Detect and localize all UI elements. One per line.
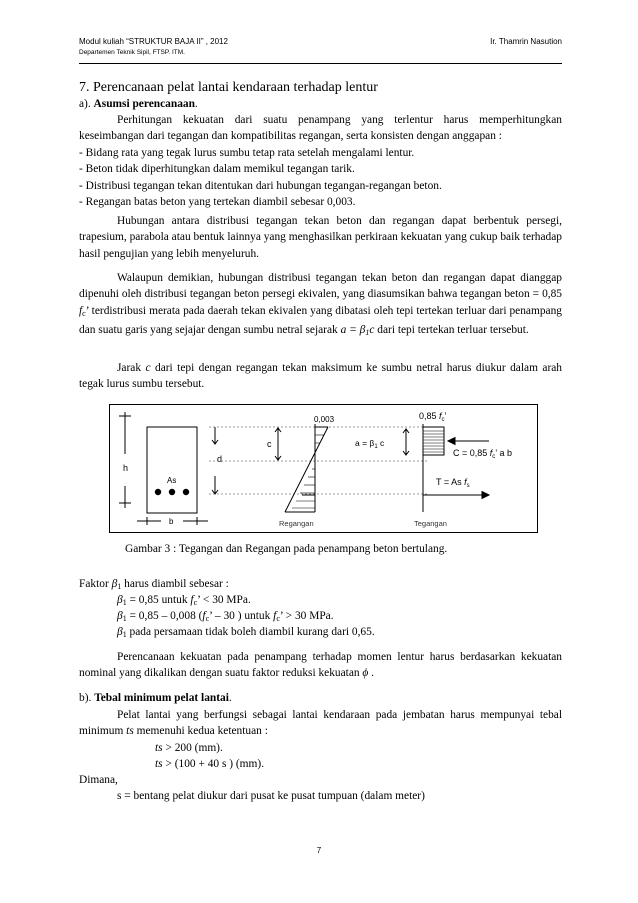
subsection-a: a). Asumsi perencanaan. <box>79 98 198 110</box>
a-dimension <box>403 429 409 455</box>
page-number: 7 <box>316 846 322 855</box>
d-label: d <box>217 454 223 464</box>
a-label: $a = \beta_1$ c <box>355 438 385 450</box>
bullet-item: - Regangan batas beton yang tertekan diambil sebesar 0,003. <box>79 196 356 209</box>
factor-intro: Faktor $\beta_1$ harus diambil sebesar : <box>79 578 229 591</box>
guide-lines <box>209 427 429 494</box>
strain-hatch <box>292 435 324 508</box>
section-title: 7. Perencanaan pelat lantai kendaraan terhadap lentur <box>79 80 378 95</box>
tension-label: T = As $f_s$ <box>436 477 470 489</box>
header-rule <box>79 63 562 64</box>
para-b1: Pelat lantai yang berfungsi sebagai lantai kendaraan pada jembatan harus mempunyai tebal minimum ts memenuhi kedua ketentuan : <box>79 709 562 738</box>
header-module: Modul kuliah “STRUKTUR BAJA II” , 2012 <box>79 37 228 46</box>
bullet-item: - Bidang rata yang tegak lurus sumbu tetap rata setelah mengalami lentur. <box>79 147 415 159</box>
compression-arrow <box>448 438 489 445</box>
beam-section <box>147 427 197 513</box>
para-phi: Perencanaan kekuatan pada penampang terhadap momen lentur harus berdasarkan kekuatan nominal yang dikalikan dengan suatu faktor reduksi kekuatan ϕ . <box>79 651 562 680</box>
s-definition: s = bentang pelat diukur dari pusat ke pusat tumpuan (dalam meter) <box>117 790 425 802</box>
h-label: h <box>123 463 129 473</box>
subsection-b: b). Tebal minimum pelat lantai. <box>79 692 232 704</box>
h-dimension <box>119 412 131 508</box>
stress-top-label: 0,85 $f_c$’ <box>419 411 447 423</box>
strain-top-label: 0,003 <box>314 415 335 424</box>
as-label: As <box>167 476 177 485</box>
c-dimension <box>275 428 281 460</box>
bullet-item: - Beton tidak diperhitungkan dalam memikul tegangan tarik. <box>79 163 355 176</box>
regangan-label: Regangan <box>279 519 314 528</box>
bullet-item: - Distribusi tegangan tekan ditentukan dari hubungan tegangan-regangan beton. <box>79 179 442 192</box>
bullet-list <box>79 145 562 211</box>
dimana-label: Dimana, <box>79 774 118 786</box>
condition-2: ts > (100 + 40 s ) (mm). <box>155 758 265 770</box>
b-label: b <box>169 517 174 526</box>
para-a1: Perhitungan kekuatan dari suatu penampang yang terlentur harus memperhitungkan keseimbangan dari tegangan dan kompatibilitas regangan, serta konsisten dengan anggapan : <box>79 114 562 143</box>
header-department: Departemen Teknik Sipil, FTSP. ITM. <box>79 49 185 56</box>
stress-strain-figure <box>109 404 538 533</box>
page-header <box>79 37 562 58</box>
tension-arrow <box>423 492 489 499</box>
factor-line-1: $\beta_1 = 0,85$ untuk $f_c$’ < 30 MPa. <box>117 594 251 607</box>
factor-line-3: $\beta_1$ pada persamaan tidak boleh diambil kurang dari 0,65. <box>117 626 375 639</box>
strain-diagram <box>285 424 328 512</box>
factor-line-2: $\beta_1 = 0,85 - 0,008$ ($f_c$’ – 30 ) untuk $f_c$’ > 30 MPa. <box>117 610 334 623</box>
compression-label: C = 0,85 $f_c$’ a b <box>453 448 512 460</box>
para-a3: Walaupun demikian, hubungan distribusi tegangan tekan beton dan regangan dapat dianggap dipenuhi oleh distribusi tegangan beton persegi ekivalen, yang diasumsikan bahwa tegangan beton = 0,85 $f_c$’ terdistribusi merata pada daerah tekan ekivalen yang dibatasi oleh tepi tertekan terluar dari penampang dan suatu garis yang sejajar dengan sumbu netral sejarak $a = \beta_1c$ dari tepi tertekan terluar tersebut. <box>79 272 562 338</box>
para-a2: Hubungan antara distribusi tegangan tekan beton dan regangan dapat berbentuk persegi, trapesium, parabola atau bentuk lainnya yang menghasilkan perkiraan kekuatan yang cukup baik terhadap hasil pengujian yang lebih menyeluruh. <box>79 215 562 260</box>
rebar-dots <box>155 489 189 495</box>
header-author: Ir. Thamrin Nasution <box>490 37 562 46</box>
figure-caption: Gambar 3 : Tegangan dan Regangan pada penampang beton bertulang. <box>125 543 448 555</box>
tegangan-label: Tegangan <box>414 519 447 528</box>
condition-1: ts > 200 (mm). <box>155 742 223 754</box>
para-a4: Jarak c dari tepi dengan regangan tekan maksimum ke sumbu netral harus diukur dalam arah tegak lurus sumbu tersebut. <box>79 362 562 391</box>
c-label: c <box>267 439 272 449</box>
